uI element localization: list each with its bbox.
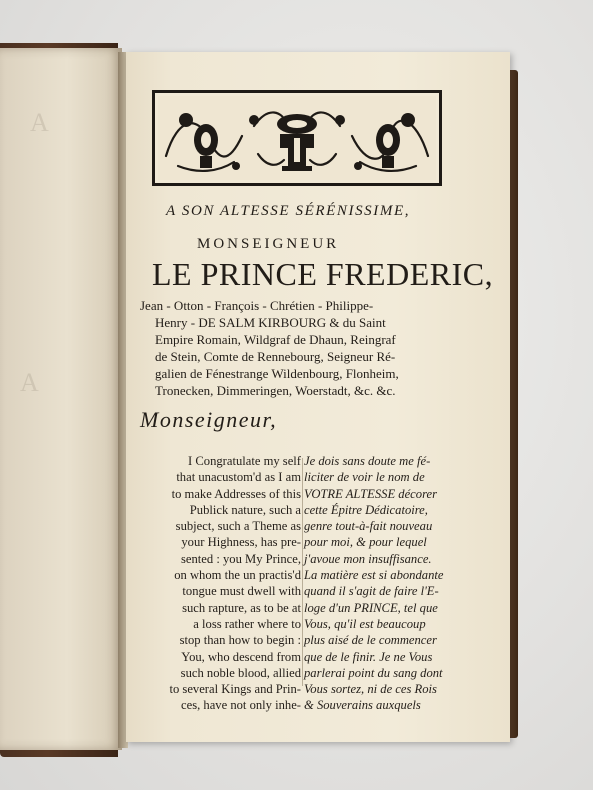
french-line: loge d'un PRINCE, tel que (304, 600, 438, 615)
french-line: genre tout-à-fait nouveau (304, 519, 433, 534)
left-page (0, 48, 122, 750)
french-line: La matière est si abondante (304, 568, 444, 583)
french-line: Vous sortez, ni de ces Rois (304, 682, 437, 697)
column-divider (302, 458, 303, 686)
english-line: sented : you My Prince, (181, 551, 301, 566)
english-line: Publick nature, such a (189, 502, 301, 517)
english-line: ces, have not only inhe- (181, 698, 301, 713)
french-line: VOTRE ALTESSE décorer (304, 486, 437, 501)
english-line: a loss rather where to (193, 616, 301, 631)
english-line: You, who descend from (181, 649, 301, 664)
french-line: & Souverains auxquels (304, 698, 421, 713)
monseigneur-heading: MONSEIGNEUR (197, 236, 340, 252)
french-line: pour moi, & pour lequel (304, 535, 427, 550)
floral-ornament-icon (158, 96, 436, 180)
titles-line: Jean - Otton - François - Chrétien - Philippe- (140, 298, 374, 313)
floral-vignette-icon (152, 90, 442, 186)
english-line: such noble blood, allied (180, 665, 301, 680)
french-column (304, 454, 454, 715)
french-line: plus aisé de le commencer (304, 633, 437, 648)
left-page-bleed-text: A (30, 108, 52, 137)
english-line: such rapture, as to be at (182, 600, 301, 615)
french-line: parlerai point du sang dont (304, 665, 443, 680)
english-line: I Congratulate my self (188, 454, 301, 468)
titles-line: Empire Romain, Wildgraf de Dhaun, Reingraf (155, 332, 396, 347)
english-line: that unacustom'd as I am (176, 470, 301, 485)
titles-line: de Stein, Comte de Rennebourg, Seigneur Ré- (155, 349, 396, 364)
french-line: j'avoue mon insuffisance. (304, 551, 432, 566)
french-line: liciter de voir le nom de (304, 470, 425, 485)
french-line: Je dois sans doute me fé- (304, 454, 431, 468)
titles-line: galien de Fénestrange Wildenbourg, Flonheim, (155, 366, 399, 381)
french-line: quand il s'agit de faire l'E- (304, 584, 439, 599)
english-line: on whom the un practis'd (174, 568, 301, 583)
titles-line: Tronecken, Dimmeringen, Woerstadt, &c. &c. (155, 383, 396, 398)
prince-name-heading: LE PRINCE FREDERIC, (152, 256, 494, 292)
titles-line: Henry - DE SALM KIRBOURG & du Saint (155, 315, 386, 330)
english-line: subject, such a Theme as (175, 519, 301, 534)
salutation: Monseigneur, (140, 407, 278, 432)
dedication-line: A SON ALTESSE SÉRÉNISSIME, (166, 203, 411, 219)
english-line: to several Kings and Prin- (169, 682, 301, 697)
english-line: tongue must dwell with (182, 584, 301, 599)
french-line: cette Épitre Dédicatoire, (304, 502, 428, 517)
english-column (136, 454, 301, 715)
english-line: stop than how to begin : (179, 633, 301, 648)
english-line: to make Addresses of this (171, 486, 301, 501)
french-line: Vous, qu'il est beaucoup (304, 616, 426, 631)
english-line: your Highness, has pre- (181, 535, 301, 550)
french-line: que de le finir. Je ne Vous (304, 649, 433, 664)
left-page-bleed-text: A (20, 368, 42, 397)
